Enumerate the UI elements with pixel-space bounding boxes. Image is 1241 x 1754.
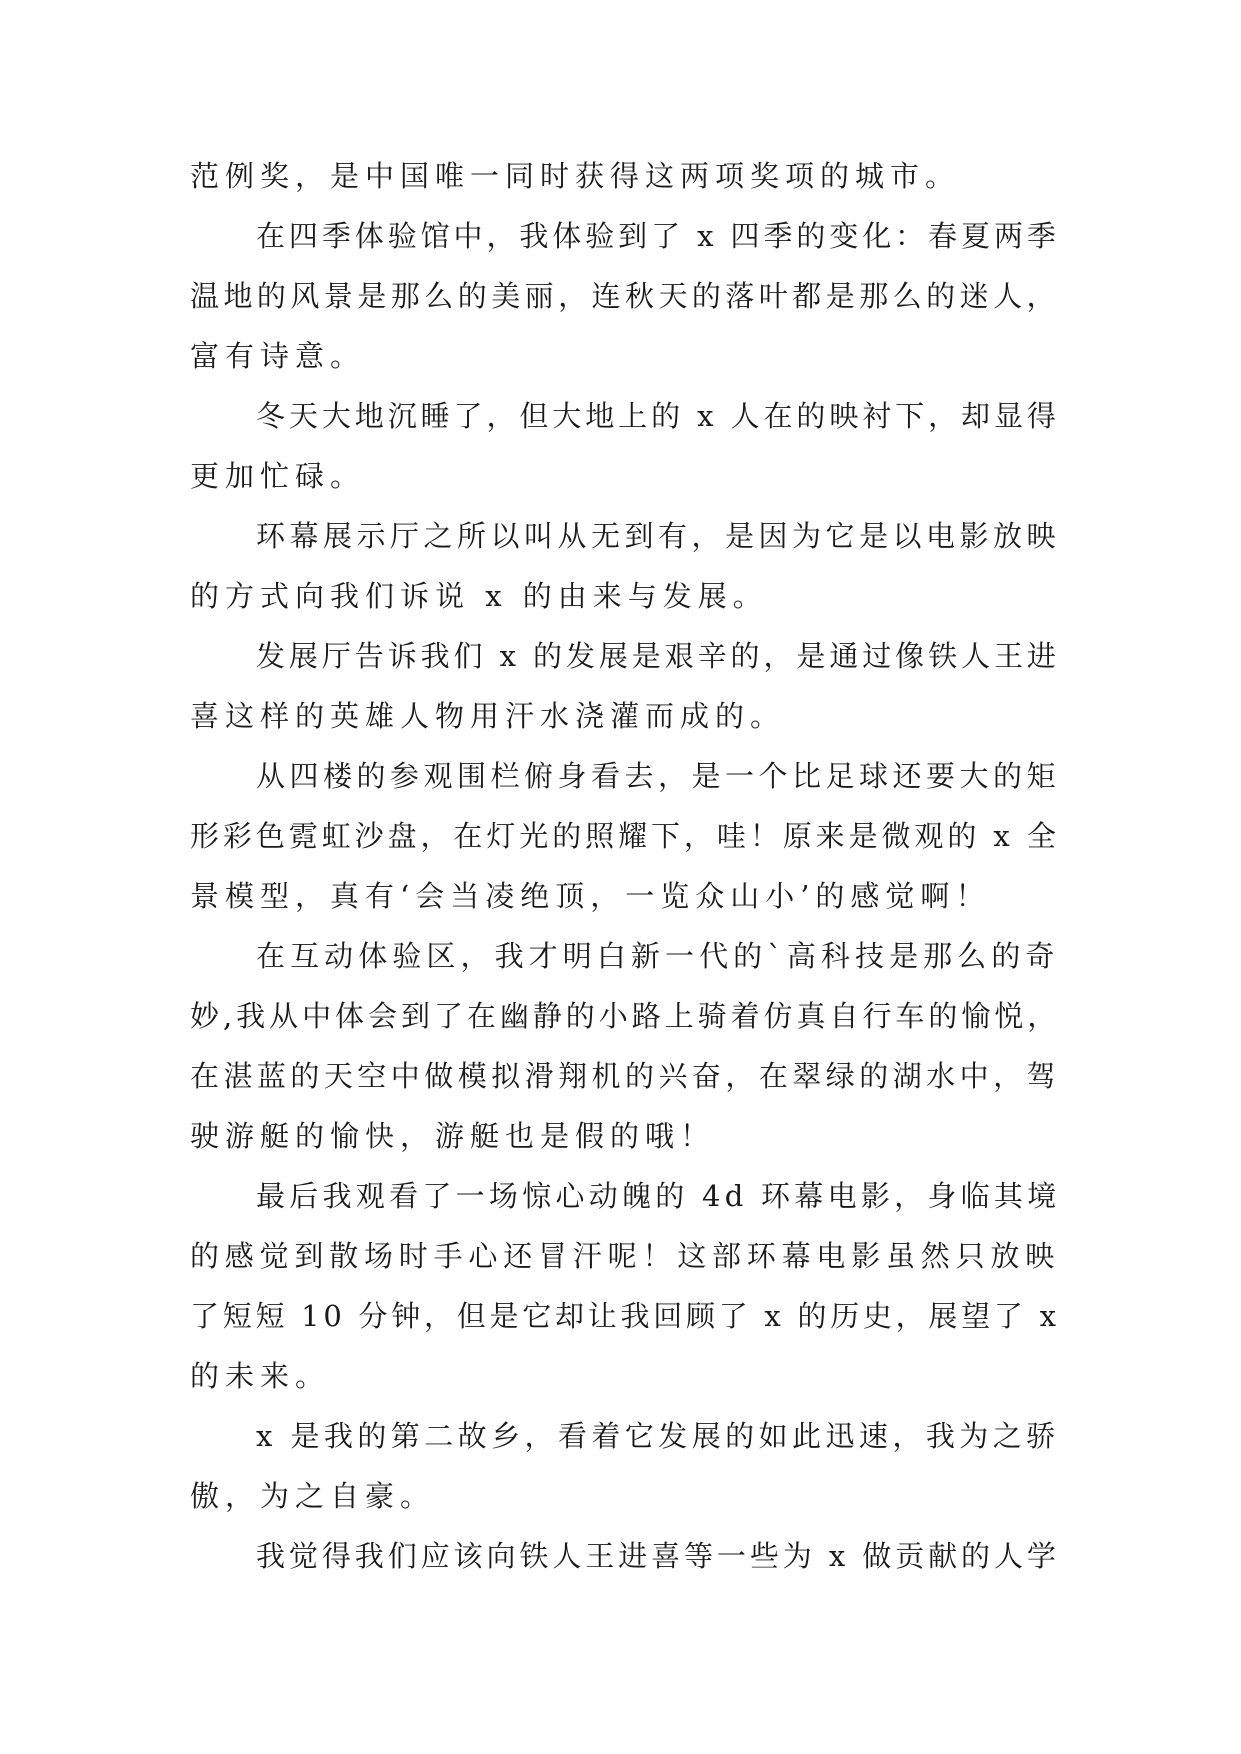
text-line: 环幕展示厅之所以叫从无到有，是因为它是以电影放映 [256, 519, 1061, 553]
text-line: 的方式向我们诉说 x 的由来与发展。 [190, 579, 768, 613]
text-line: 我觉得我们应该向铁人王进喜等一些为 x 做贡献的人学 [256, 1539, 1060, 1573]
document-body [190, 146, 1060, 1586]
text-line: 在互动体验区，我才明白新一代的`高科技是那么的奇 [256, 939, 1060, 973]
text-line: 更加忙碌。 [190, 459, 366, 493]
text-line: 了短短 10 分钟，但是它却让我回顾了 x 的历史，展望了 x [190, 1299, 1060, 1333]
text-line: 傲，为之自豪。 [190, 1479, 436, 1513]
text-line: 驶游艇的愉快，游艇也是假的哦！ [190, 1119, 716, 1153]
text-line: 从四楼的参观围栏俯身看去，是一个比足球还要大的矩 [256, 759, 1061, 793]
text-line: 发展厅告诉我们 x 的发展是艰辛的，是通过像铁人王进 [256, 639, 1060, 673]
text-line: 景模型，真有‘会当凌绝顶，一览众山小’的感觉啊！ [190, 879, 991, 913]
text-line: 在四季体验馆中，我体验到了 x 四季的变化：春夏两季 [256, 219, 1060, 253]
text-line: 形彩色霓虹沙盘，在灯光的照耀下，哇！原来是微观的 x 全 [190, 819, 1060, 853]
text-line: x 是我的第二故乡，看着它发展的如此迅速，我为之骄 [256, 1419, 1060, 1453]
text-line: 最后我观看了一场惊心动魄的 4d 环幕电影，身临其境 [256, 1179, 1061, 1213]
text-line: 妙,我从中体会到了在幽静的小路上骑着仿真自行车的愉悦， [190, 999, 1061, 1033]
text-line: 喜这样的英雄人物用汗水浇灌而成的。 [190, 699, 786, 733]
text-line: 冬天大地沉睡了，但大地上的 x 人在的映衬下，却显得 [256, 399, 1060, 433]
text-line: 在湛蓝的天空中做模拟滑翔机的兴奋，在翠绿的湖水中，驾 [190, 1059, 1061, 1093]
text-line: 富有诗意。 [190, 339, 366, 373]
text-line: 的感觉到散场时手心还冒汗呢！这部环幕电影虽然只放映 [190, 1239, 1061, 1273]
text-line: 范例奖，是中国唯一同时获得这两项奖项的城市。 [190, 159, 961, 193]
text-line: 的未来。 [190, 1359, 331, 1393]
text-line: 温地的风景是那么的美丽，连秋天的落叶都是那么的迷人， [190, 279, 1061, 313]
